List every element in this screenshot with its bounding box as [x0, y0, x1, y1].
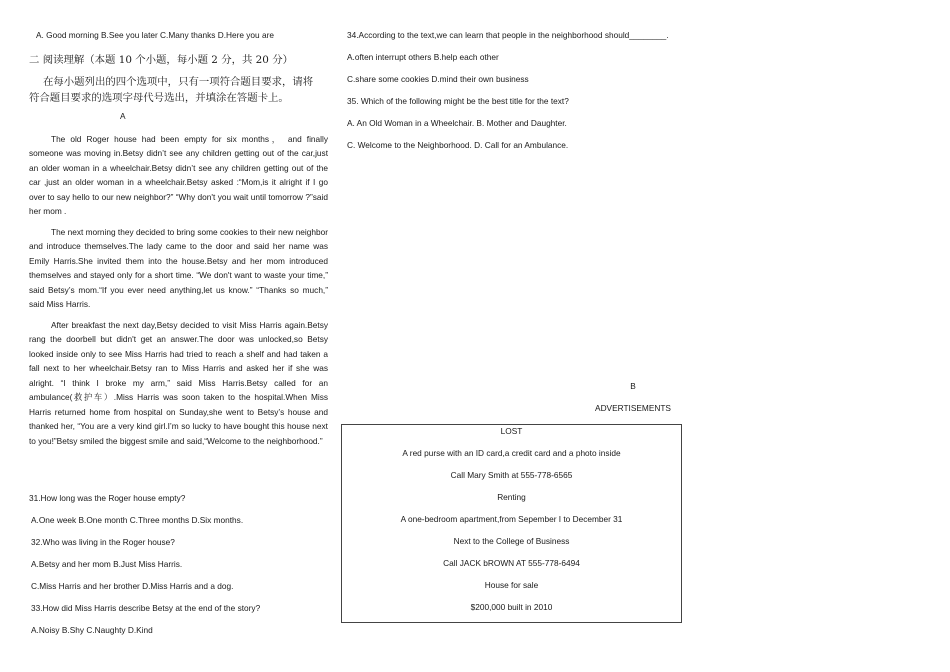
section-title: 二 阅读理解（本题 10 个小题，每小题 2 分，共 20 分）	[29, 54, 293, 66]
ad-lost-description: A red purse with an ID card,a credit card and a photo inside	[402, 448, 621, 458]
question-32: 32.Who was living in the Roger house?	[31, 537, 175, 547]
question-35: 35. Which of the following might be the best title for the text?	[347, 96, 569, 106]
advertisements-box	[341, 424, 682, 623]
question-33: 33.How did Miss Harris describe Betsy at the end of the story?	[31, 603, 261, 613]
ad-sale-description: $200,000 built in 2010	[470, 602, 553, 612]
options-line: A. Good morning B.See you later C.Many thanks D.Here you are	[36, 30, 274, 40]
instructions-line-2: 符合题目要求的选项字母代号选出，并填涂在答题卡上。	[29, 92, 289, 104]
question-32-options-a: A.Betsy and her mom B.Just Miss Harris.	[31, 559, 183, 569]
ad-renting-title: Renting	[497, 492, 526, 502]
ad-lost-contact: Call Mary Smith at 555-778-6565	[450, 470, 573, 480]
question-32-options-b: C.Miss Harris and her brother D.Miss Harris and a dog.	[31, 581, 234, 591]
paragraph-1: The old Roger house had been empty for six months， and finally someone was moving in.Betsy didn’t see any children getting out of the car,just an older woman in a wheelchair.Betsy didn’t see any children getting out of the car ,just an older woman in a wheelchair.Betsy asked :“Mom,is it alright if I go over to say hello to our new neighbor?” “Why don't you wait until tomorrow ?”said her mom .	[29, 134, 328, 217]
passage-a-label: A	[120, 111, 126, 121]
advertisements-title: ADVERTISEMENTS	[595, 403, 671, 413]
ad-lost-title: LOST	[500, 426, 523, 436]
question-35-options-b: C. Welcome to the Neighborhood. D. Call for an Ambulance.	[347, 140, 569, 150]
ad-renting-location: Next to the College of Business	[453, 536, 570, 546]
ad-renting-description: A one-bedroom apartment,from Sepember I to December 31	[400, 514, 623, 524]
instructions-line-1: 在每小题列出的四个选项中，只有一项符合题目要求，请将	[43, 76, 314, 88]
question-35-options-a: A. An Old Woman in a Wheelchair. B. Mother and Daughter.	[347, 118, 567, 128]
paragraph-3: After breakfast the next day,Betsy decided to visit Miss Harris again.Betsy rang the doorbell but didn't get an answer.The door was unlocked,so Betsy looked inside only to see Miss Harris had tried to reach a shelf and had taken a fall next to her wheelchair.Betsy ran to Miss Harris and asked her if she was alright. “I think I broke my arm,” said Miss Harris.Betsy called for an ambulance(救护车）.Miss Harris was soon taken to the hospital.When Miss Harris returned home from hospital on Sunday,she went to Betsy’s house and thanked her, “You are a very kind girl.I’m so lucky to have bought this house next to you!”Betsy smiled the biggest smile and said,“Welcome to the neighborhood.”	[29, 320, 328, 446]
paragraph-2: The next morning they decided to bring some cookies to their new neighbor and introduce themselves.The lady came to the door and said her name was Emily Harris.She invited them into the house.Betsy and her mom introduced themselves and stayed only for a short time. “We don't want to waste your time,” said Betsy’s mom.“If you ever need anything,let us know.” “Thanks so much,” said Miss Harris.	[29, 227, 328, 310]
ad-sale-title: House for sale	[484, 580, 539, 590]
question-33-options: A.Noisy B.Shy C.Naughty D.Kind	[31, 625, 153, 635]
question-34: 34.According to the text,we can learn that people in the neighborhood should________.	[347, 30, 669, 40]
ad-renting-contact: Call JACK bROWN AT 555-778-6494	[443, 558, 580, 568]
question-31-options: A.One week B.One month C.Three months D.Six months.	[31, 515, 244, 525]
question-34-options-a: A.often interrupt others B.help each other	[347, 52, 499, 62]
passage-b-label: B	[630, 381, 636, 391]
question-34-options-b: C.share some cookies D.mind their own business	[347, 74, 529, 84]
question-31: 31.How long was the Roger house empty?	[29, 493, 186, 503]
